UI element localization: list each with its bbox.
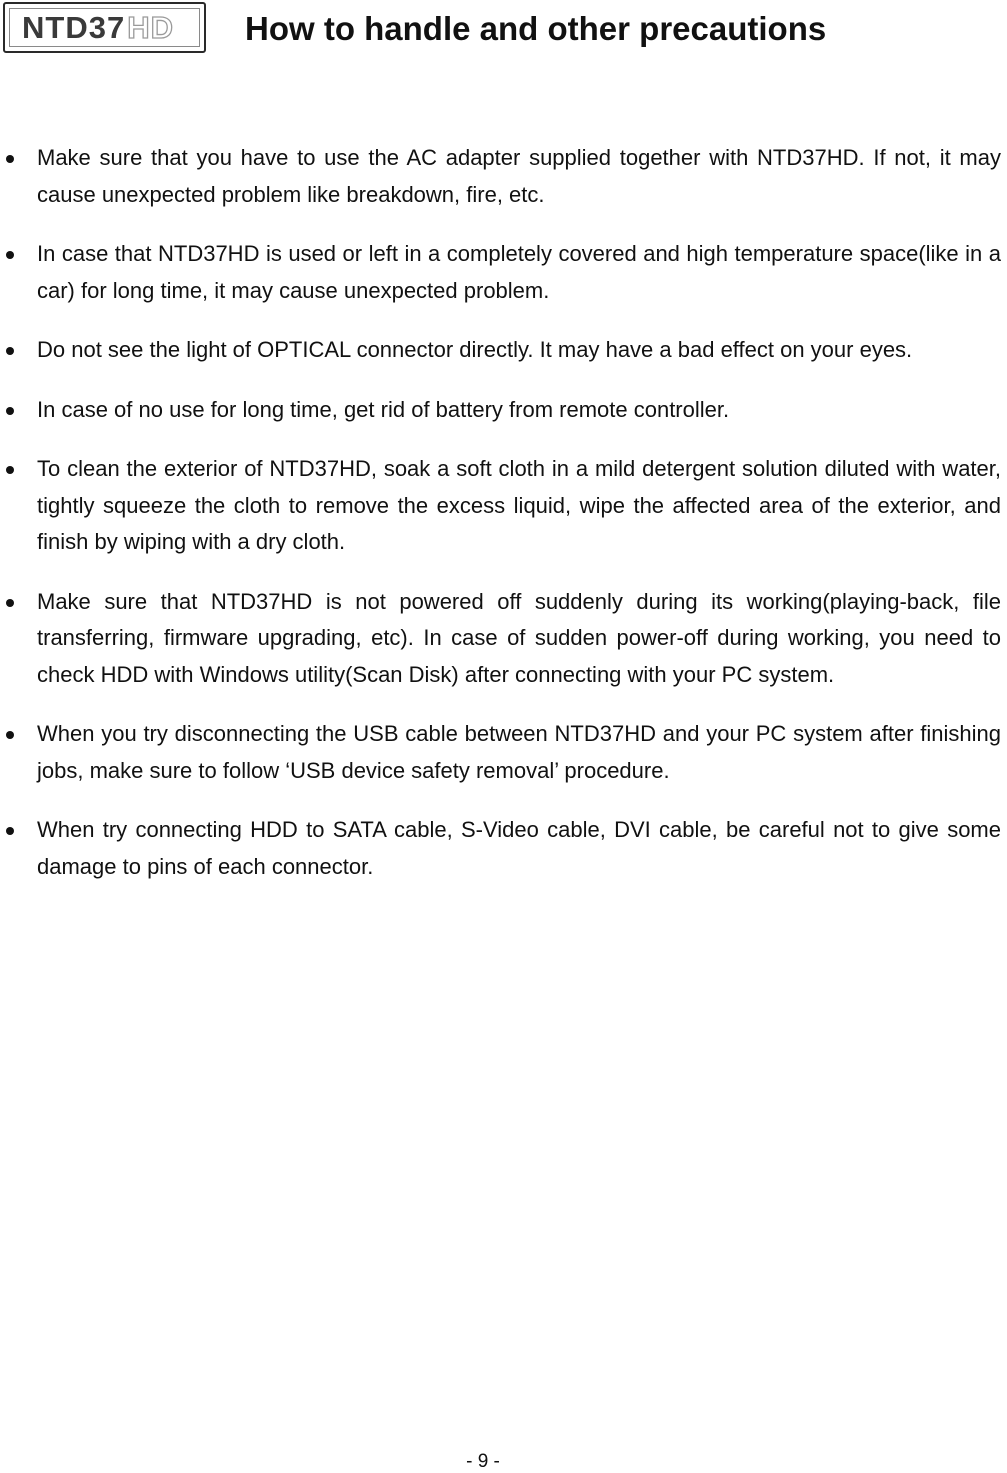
- page-title: How to handle and other precautions: [245, 10, 827, 47]
- list-item: [0, 236, 1007, 309]
- bullet-icon: [6, 599, 14, 607]
- list-item-text: When try connecting HDD to SATA cable, S-Video cable, DVI cable, be careful not to give some damage to pins of each connector.: [37, 817, 1001, 879]
- list-item: [0, 812, 1007, 885]
- list-item-text: In case of no use for long time, get rid of battery from remote controller.: [37, 396, 730, 422]
- ntd37hd-logo: [3, 2, 206, 53]
- list-item-text: In case that NTD37HD is used or left in a completely covered and high temperature space(like in a car) for long time, it may cause unexpected problem.: [37, 241, 1001, 303]
- bullet-icon: [6, 347, 14, 355]
- list-item: [0, 716, 1007, 789]
- logo-text-hd: HD: [127, 10, 174, 45]
- bullet-icon: [6, 251, 14, 259]
- bullet-icon: [6, 155, 14, 163]
- list-item: [0, 451, 1007, 561]
- list-item-text: Make sure that NTD37HD is not powered off suddenly during its working(playing-back, file transferring, firmware upgrading, etc). In case of sudden power-off during working, you need to check HDD with Windows utility(Scan Disk) after connecting with your PC system.: [37, 588, 1001, 687]
- list-item: [0, 332, 1007, 369]
- logo-text-main: NTD37: [22, 10, 126, 45]
- list-item-text: Do not see the light of OPTICAL connector directly. It may have a bad effect on your eyes.: [37, 337, 913, 362]
- page-number: - 9 -: [466, 1451, 500, 1472]
- list-item: [0, 140, 1007, 213]
- list-item-text: When you try disconnecting the USB cable between NTD37HD and your PC system after finishing jobs, make sure to follow ‘USB device safety removal’ procedure.: [37, 721, 1001, 783]
- bullet-icon: [6, 827, 14, 835]
- list-item: [0, 392, 1007, 429]
- bullet-icon: [6, 407, 14, 415]
- logo-wordmark: [9, 8, 200, 47]
- list-item: [0, 584, 1007, 694]
- list-item-text: To clean the exterior of NTD37HD, soak a soft cloth in a mild detergent solution diluted with water, tightly squeeze the cloth to remove the excess liquid, wipe the affected area of the exterior, and finish by wiping with a dry cloth.: [37, 456, 1001, 554]
- list-item-text: Make sure that you have to use the AC adapter supplied together with NTD37HD. If not, it may cause unexpected problem like breakdown, fire, etc.: [37, 145, 1001, 207]
- precautions-list: [0, 140, 1007, 908]
- bullet-icon: [6, 466, 14, 474]
- bullet-icon: [6, 731, 14, 739]
